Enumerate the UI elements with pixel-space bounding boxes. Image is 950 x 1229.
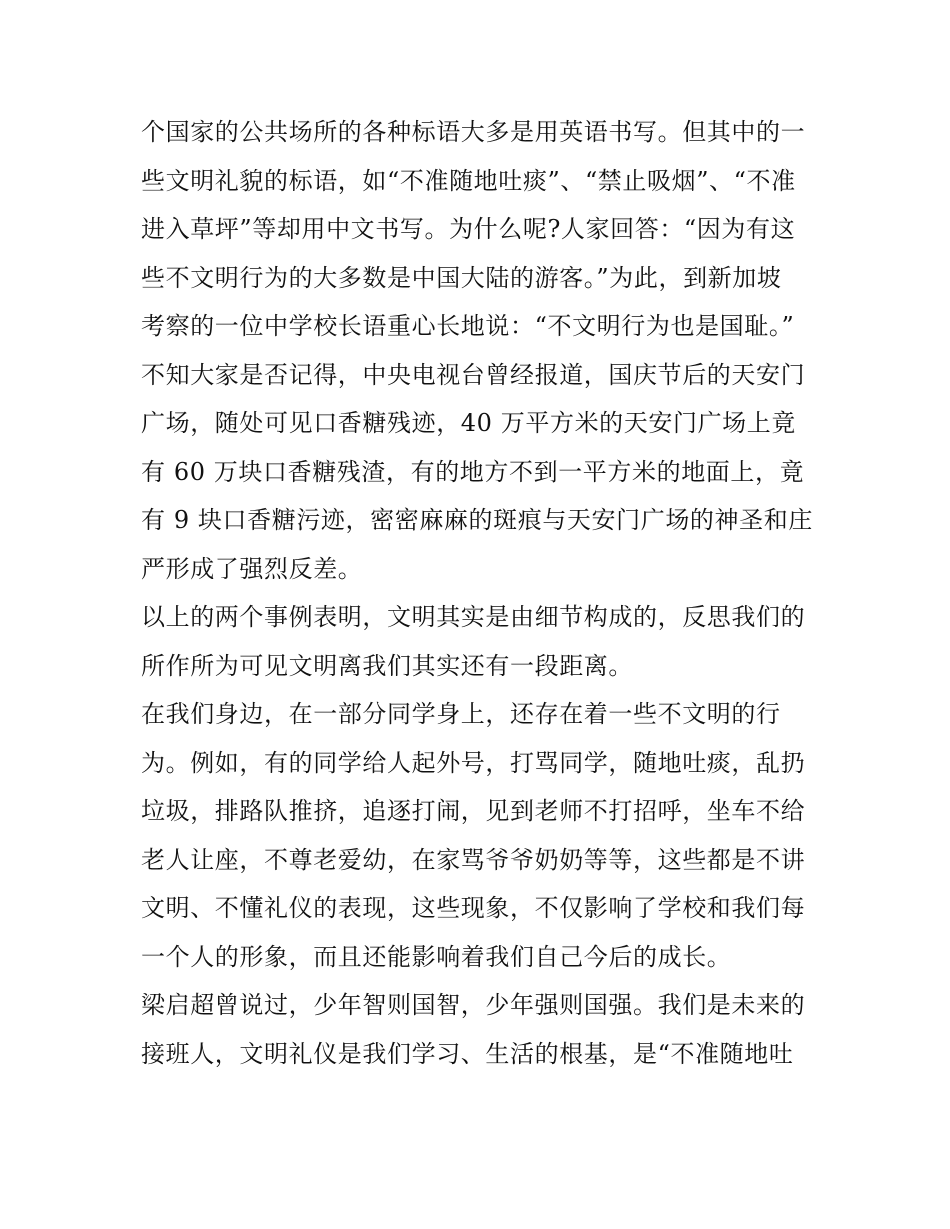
text-line: 些不文明行为的大多数是中国大陆的游客。”为此，到新加坡	[141, 263, 782, 292]
text-line: 广场，随处可见口香糖残迹，40 万平方米的天安门广场上竟	[141, 409, 796, 437]
text-line: 在我们身边，在一部分同学身上，还存在着一些不文明的行	[141, 700, 781, 728]
text-line: 一个人的形象，而且还能影响着我们自己今后的成长。	[141, 942, 732, 971]
text-line: 进入草坪”等却用中文书写。为什么呢?人家回答：“因为有这	[141, 215, 796, 243]
text-line: 垃圾，排路队推挤，追逐打闹，见到老师不打招呼，坐车不给	[141, 797, 806, 825]
text-line: 些文明礼貌的标语，如“不准随地吐痰”、“禁止吸烟”、“不准	[141, 166, 796, 195]
text-line: 考察的一位中学校长语重心长地说：“不文明行为也是国耻。”	[141, 312, 795, 340]
text-line: 有 60 万块口香糖残渣，有的地方不到一平方米的地面上，竟	[141, 457, 805, 486]
text-line: 为。例如，有的同学给人起外号，打骂同学，随地吐痰，乱扔	[141, 748, 806, 777]
text-line: 不知大家是否记得，中央电视台曾经报道，国庆节后的天安门	[141, 360, 806, 389]
text-line: 接班人，文明礼仪是我们学习、生活的根基，是“不准随地吐	[141, 1039, 794, 1068]
document-body	[141, 108, 816, 1078]
text-line: 严形成了强烈反差。	[141, 554, 363, 583]
text-line: 个国家的公共场所的各种标语大多是用英语书写。但其中的一	[141, 118, 806, 146]
text-line: 有 9 块口香糖污迹，密密麻麻的斑痕与天安门广场的神圣和庄	[141, 506, 813, 534]
text-line: 所作所为可见文明离我们其实还有一段距离。	[141, 651, 633, 680]
text-line: 以上的两个事例表明，文明其实是由细节构成的，反思我们的	[141, 603, 806, 631]
text-line: 文明、不懂礼仪的表现，这些现象，不仅影响了学校和我们每	[141, 894, 806, 922]
text-line: 老人让座，不尊老爱幼，在家骂爷爷奶奶等等，这些都是不讲	[141, 845, 806, 874]
text-line: 梁启超曾说过，少年智则国智，少年强则国强。我们是未来的	[141, 991, 806, 1019]
